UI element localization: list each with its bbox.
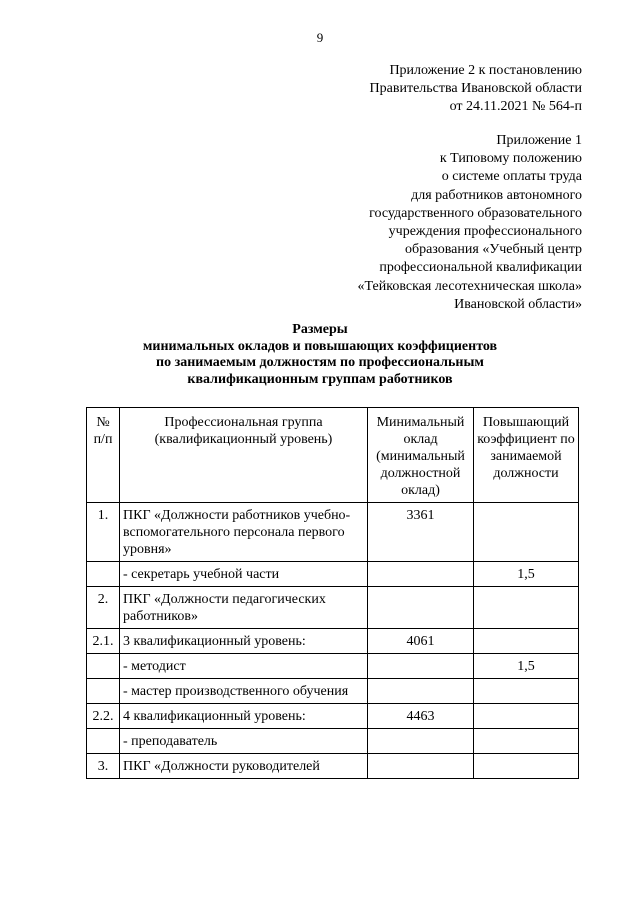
row-group: 4 квалификационный уровень: (120, 704, 368, 729)
row-group: ПКГ «Должности работников учебно-вспомогательного персонала первого уровня» (120, 503, 368, 562)
row-num (87, 654, 120, 679)
row-coef (474, 704, 579, 729)
row-coef (474, 679, 579, 704)
row-group: ПКГ «Должности педагогических работников» (120, 587, 368, 629)
table-row (87, 704, 579, 729)
salary-table (86, 407, 579, 779)
title-line: квалификационным группам работников (187, 371, 453, 387)
row-group: - преподаватель (120, 729, 368, 754)
title-line: минимальных окладов и повышающих коэффициентов (142, 338, 498, 354)
table-row (87, 729, 579, 754)
header-group: Профессиональная группа (квалификационный уровень) (120, 408, 368, 503)
appendix-2-line: Приложение 2 к постановлению (389, 63, 582, 78)
appendix-1-line: «Тейковская лесотехническая школа» (357, 278, 582, 294)
row-group: 3 квалификационный уровень: (120, 629, 368, 654)
appendix-1-line: Ивановской области» (454, 296, 582, 312)
row-coef (474, 629, 579, 654)
row-coef (474, 503, 579, 562)
table-row (87, 654, 579, 679)
row-group: - секретарь учебной части (120, 562, 368, 587)
table-row (87, 754, 579, 779)
row-num: 1. (87, 503, 120, 562)
row-salary (368, 679, 474, 704)
table-row (87, 587, 579, 629)
row-coef (474, 587, 579, 629)
appendix-2-line: Правительства Ивановской области (369, 81, 582, 96)
row-salary (368, 729, 474, 754)
appendix-1-line: учреждения профессионального (388, 224, 582, 240)
row-group: - мастер производственного обучения (120, 679, 368, 704)
appendix-1-reference (358, 132, 582, 314)
row-num: 2.1. (87, 629, 120, 654)
row-salary: 4061 (368, 629, 474, 654)
row-salary (368, 654, 474, 679)
appendix-1-line: к Типовому положению (439, 151, 582, 167)
row-coef (474, 754, 579, 779)
row-coef: 1,5 (474, 562, 579, 587)
table-header-row (87, 408, 579, 503)
row-coef (474, 729, 579, 754)
table-row (87, 503, 579, 562)
row-num (87, 562, 120, 587)
row-num: 3. (87, 754, 120, 779)
header-coef: Повышающий коэффициент по занимаемой должности (474, 408, 579, 503)
row-salary (368, 562, 474, 587)
row-num: 2.2. (87, 704, 120, 729)
row-coef: 1,5 (474, 654, 579, 679)
document-title (0, 322, 640, 388)
row-num (87, 729, 120, 754)
appendix-1-line: профессиональной квалификации (379, 260, 582, 276)
table-row (87, 562, 579, 587)
header-salary: Минимальный оклад (минимальный должностной оклад) (368, 408, 474, 503)
title-line: Размеры (292, 322, 348, 337)
row-salary (368, 754, 474, 779)
appendix-1-line: для работников автономного (411, 187, 582, 203)
appendix-1-line: государственного образовательного (369, 205, 582, 221)
row-group: ПКГ «Должности руководителей (120, 754, 368, 779)
row-group: - методист (120, 654, 368, 679)
page-number: 9 (316, 30, 324, 45)
table-row (87, 679, 579, 704)
appendix-1-line: Приложение 1 (496, 133, 582, 148)
appendix-1-line: о системе оплаты труда (441, 169, 582, 185)
table-row (87, 629, 579, 654)
title-line: по занимаемым должностям по профессиональным (156, 355, 484, 370)
row-salary: 4463 (368, 704, 474, 729)
appendix-2-line: от 24.11.2021 № 564-п (449, 99, 582, 114)
row-salary: 3361 (368, 503, 474, 562)
row-num: 2. (87, 587, 120, 629)
appendix-1-line: образования «Учебный центр (404, 242, 582, 258)
row-num (87, 679, 120, 704)
header-num: № п/п (87, 408, 120, 503)
row-salary (368, 587, 474, 629)
appendix-2-reference (370, 62, 582, 116)
